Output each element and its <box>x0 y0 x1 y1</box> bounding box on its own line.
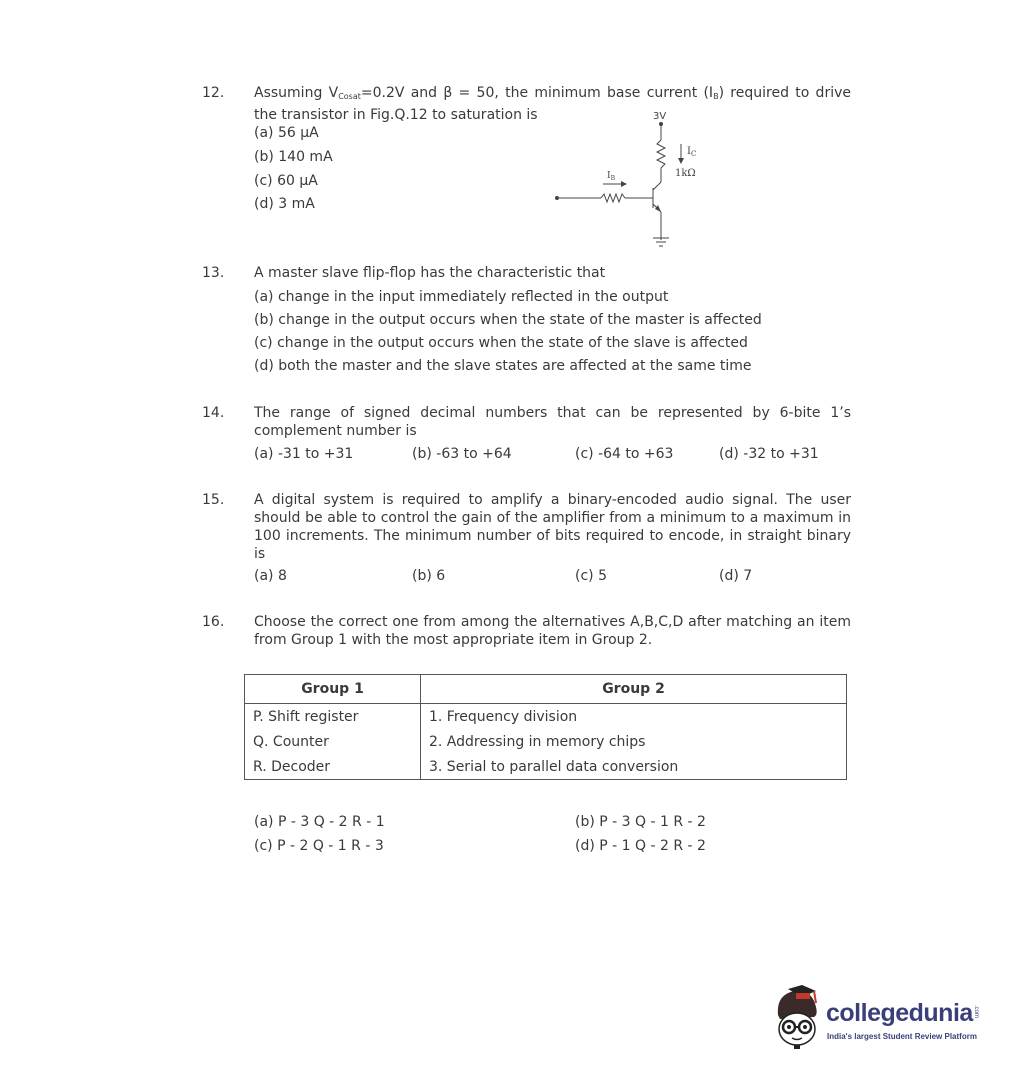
option-b: (b) change in the output occurs when the state of the master is affected <box>254 312 762 328</box>
option-c: (c) P - 2 Q - 1 R - 3 <box>254 838 384 854</box>
option-a: (a) 8 <box>254 568 287 584</box>
option-b: (b) -63 to +64 <box>412 446 512 462</box>
question-16 <box>202 613 852 653</box>
option-d: (d) 7 <box>719 568 753 584</box>
question-number: 14. <box>202 405 225 421</box>
table-row <box>245 754 847 780</box>
question-number: 13. <box>202 265 225 281</box>
option-c: (c) 5 <box>575 568 607 584</box>
resistor-label: 1kΩ <box>675 168 696 179</box>
question-number: 15. <box>202 492 225 508</box>
mascot-icon <box>768 985 826 1051</box>
question-number: 16. <box>202 614 225 630</box>
table-cell: 3. Serial to parallel data conversion <box>421 754 847 780</box>
option-b: (b) 6 <box>412 568 446 584</box>
collegedunia-logo <box>768 985 998 1055</box>
option-c: (c) 60 μA <box>254 173 318 189</box>
option-a: (a) -31 to +31 <box>254 446 354 462</box>
question-number: 12. <box>202 85 225 101</box>
table-header: Group 1 <box>245 675 421 704</box>
transistor-circuit-figure <box>545 104 715 254</box>
supply-voltage-label: 3V <box>653 111 667 122</box>
table-cell: 2. Addressing in memory chips <box>421 729 847 754</box>
question-13 <box>202 264 852 379</box>
option-d: (d) P - 1 Q - 2 R - 2 <box>575 838 706 854</box>
matching-table <box>244 674 847 780</box>
option-b: (b) 140 mA <box>254 149 333 165</box>
collector-current-label: $I_C$ <box>687 146 697 158</box>
question-stem: A digital system is required to amplify a binary-encoded audio signal. The user should be able to control the gain of the amplifier from a minimum to a maximum in 100 increments. The minimum number of bits required to encode, in straight binary is <box>254 492 851 562</box>
question-stem: The range of signed decimal numbers that can be represented by 6-bite 1’s complement number is <box>254 405 851 439</box>
table-row <box>245 729 847 754</box>
option-d: (d) -32 to +31 <box>719 446 819 462</box>
base-current-label: $I_B$ <box>607 171 615 182</box>
table-row <box>245 704 847 730</box>
option-c: (c) -64 to +63 <box>575 446 674 462</box>
option-d: (d) both the master and the slave states are affected at the same time <box>254 358 752 374</box>
table-cell: P. Shift register <box>245 704 421 730</box>
table-header-row <box>245 675 847 704</box>
table-cell: 1. Frequency division <box>421 704 847 730</box>
option-c: (c) change in the output occurs when the state of the slave is affected <box>254 335 748 351</box>
question-14 <box>202 404 852 466</box>
question-stem: Assuming $V_{Cosat}=0.2V$ and β = 50, the minimum base current $(I_B)$ required to drive the transistor in Fig.Q.12 to saturation is <box>254 85 851 123</box>
logo-tagline: India's largest Student Review Platform <box>827 1032 977 1041</box>
option-a: (a) P - 3 Q - 2 R - 1 <box>254 814 385 830</box>
table-header: Group 2 <box>421 675 847 704</box>
option-a: (a) 56 μA <box>254 125 319 141</box>
question-15 <box>202 491 852 591</box>
table-cell: Q. Counter <box>245 729 421 754</box>
option-b: (b) P - 3 Q - 1 R - 2 <box>575 814 706 830</box>
logo-wordmark: collegedunia.com <box>826 999 979 1027</box>
question-stem: Choose the correct one from among the alternatives A,B,C,D after matching an item from Group 1 with the most appropriate item in Group 2. <box>254 614 851 648</box>
table-cell: R. Decoder <box>245 754 421 780</box>
question-stem: A master slave flip-flop has the characteristic that <box>254 265 606 281</box>
question-16-options <box>202 813 852 858</box>
option-d: (d) 3 mA <box>254 196 315 212</box>
question-12 <box>202 84 852 224</box>
option-a: (a) change in the input immediately reflected in the output <box>254 289 669 305</box>
